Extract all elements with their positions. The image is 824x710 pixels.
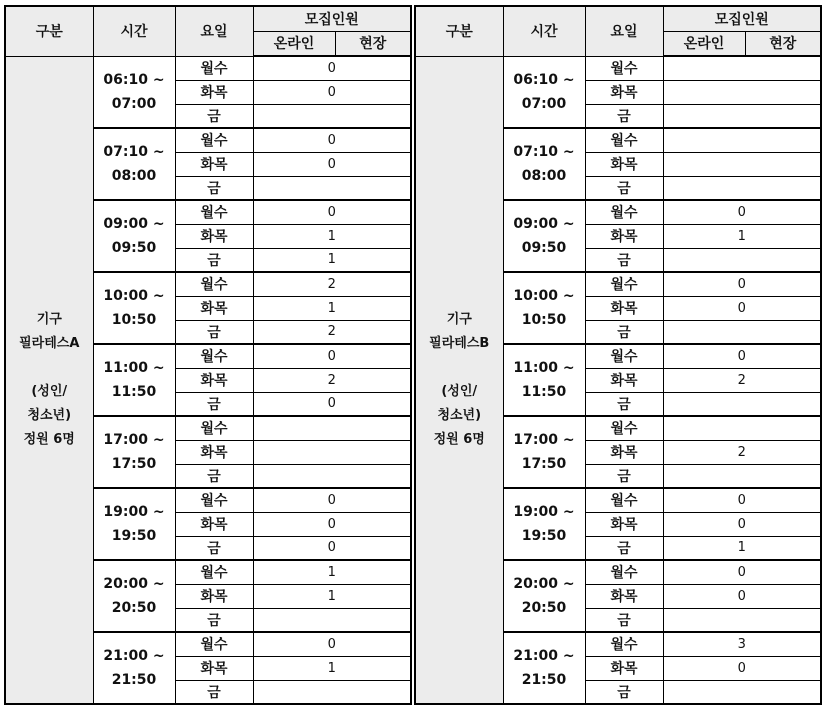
time-end: 10:50 [111, 312, 157, 328]
time-end: 19:50 [521, 528, 567, 544]
time-start: 11:00 ~ [513, 360, 575, 376]
day-cell: 월수 [585, 128, 663, 152]
day-cell: 화목 [585, 656, 663, 680]
count-cell [663, 464, 821, 488]
day-cell: 화목 [585, 440, 663, 464]
time-cell [503, 416, 585, 488]
header-day: 요일 [175, 6, 253, 56]
header-online: 온라인 [253, 31, 335, 56]
header-day: 요일 [585, 6, 663, 56]
count-cell [253, 416, 411, 440]
time-cell [503, 560, 585, 632]
day-cell: 금 [175, 392, 253, 416]
count-cell [663, 392, 821, 416]
time-end: 21:50 [521, 672, 567, 688]
count-cell: 0 [663, 272, 821, 296]
header-online: 온라인 [663, 31, 745, 56]
count-cell [663, 176, 821, 200]
day-cell: 금 [585, 104, 663, 128]
category-line: 기구 [36, 311, 62, 327]
time-end: 21:50 [111, 672, 157, 688]
day-cell: 화목 [585, 296, 663, 320]
count-cell [663, 416, 821, 440]
count-cell: 2 [253, 368, 411, 392]
time-start: 17:00 ~ [513, 432, 575, 448]
time-start: 21:00 ~ [103, 648, 165, 664]
count-cell: 0 [253, 632, 411, 656]
time-cell [93, 488, 175, 560]
day-cell: 금 [175, 104, 253, 128]
time-cell [93, 272, 175, 344]
day-cell: 월수 [175, 128, 253, 152]
count-cell: 1 [253, 296, 411, 320]
category-line: (성인/ [441, 383, 478, 399]
time-start: 09:00 ~ [513, 216, 575, 232]
day-cell: 금 [585, 392, 663, 416]
day-cell: 금 [585, 680, 663, 704]
day-cell: 금 [585, 536, 663, 560]
count-cell [663, 320, 821, 344]
day-cell: 화목 [175, 80, 253, 104]
count-cell [253, 464, 411, 488]
count-cell [663, 128, 821, 152]
time-end: 19:50 [111, 528, 157, 544]
count-cell: 0 [253, 536, 411, 560]
category-line: 정원 6명 [433, 431, 485, 447]
day-cell: 월수 [585, 416, 663, 440]
count-cell: 2 [253, 320, 411, 344]
header-onsite: 현장 [745, 31, 821, 56]
count-cell: 0 [253, 200, 411, 224]
count-cell [663, 104, 821, 128]
schedule-body [415, 56, 821, 704]
time-cell [93, 128, 175, 200]
count-cell [253, 440, 411, 464]
time-end: 17:50 [111, 456, 157, 472]
time-start: 06:10 ~ [513, 71, 575, 88]
day-cell: 월수 [175, 632, 253, 656]
time-end: 20:50 [111, 600, 157, 616]
day-cell: 월수 [175, 272, 253, 296]
day-cell: 화목 [175, 224, 253, 248]
day-cell: 화목 [175, 152, 253, 176]
count-cell [253, 104, 411, 128]
time-cell [503, 632, 585, 704]
day-cell: 월수 [585, 272, 663, 296]
count-cell: 2 [253, 272, 411, 296]
category-line: 필라테스B [429, 335, 490, 351]
day-cell: 화목 [175, 440, 253, 464]
category-line: 기구 [446, 311, 472, 327]
day-cell: 금 [585, 608, 663, 632]
count-cell: 2 [663, 368, 821, 392]
day-cell: 월수 [585, 488, 663, 512]
count-cell: 0 [253, 152, 411, 176]
time-cell [93, 560, 175, 632]
day-cell: 월수 [585, 560, 663, 584]
time-cell [503, 272, 585, 344]
day-cell: 화목 [175, 584, 253, 608]
time-end: 09:50 [521, 240, 567, 256]
day-cell: 화목 [585, 152, 663, 176]
time-end: 07:00 [521, 95, 567, 112]
time-cell [503, 128, 585, 200]
count-cell: 0 [663, 488, 821, 512]
day-cell: 금 [175, 320, 253, 344]
count-cell: 0 [663, 344, 821, 368]
day-cell: 금 [175, 464, 253, 488]
count-cell: 3 [663, 632, 821, 656]
day-cell: 금 [175, 680, 253, 704]
header-time: 시간 [93, 6, 175, 56]
day-cell: 화목 [175, 368, 253, 392]
time-start: 09:00 ~ [103, 216, 165, 232]
header-recruit: 모집인원 [253, 6, 411, 31]
count-cell: 0 [253, 344, 411, 368]
count-cell: 0 [253, 488, 411, 512]
time-start: 19:00 ~ [103, 504, 165, 520]
day-cell: 금 [585, 464, 663, 488]
count-cell: 1 [253, 224, 411, 248]
day-cell: 금 [175, 176, 253, 200]
time-cell [503, 488, 585, 560]
count-cell [253, 176, 411, 200]
day-cell: 금 [175, 248, 253, 272]
time-start: 20:00 ~ [513, 576, 575, 592]
count-cell: 0 [663, 584, 821, 608]
time-start: 10:00 ~ [103, 288, 165, 304]
count-cell [253, 680, 411, 704]
time-cell [93, 200, 175, 272]
category-line: 청소년) [27, 407, 72, 423]
category-line [416, 356, 503, 380]
day-cell: 월수 [175, 200, 253, 224]
time-cell [503, 344, 585, 416]
day-cell: 금 [585, 176, 663, 200]
time-cell [503, 200, 585, 272]
count-cell: 0 [663, 512, 821, 536]
count-cell: 1 [253, 584, 411, 608]
day-cell: 월수 [175, 488, 253, 512]
count-cell: 1 [663, 224, 821, 248]
header-time: 시간 [503, 6, 585, 56]
day-cell: 화목 [585, 368, 663, 392]
day-cell: 화목 [175, 296, 253, 320]
day-cell: 월수 [585, 56, 663, 80]
day-cell: 월수 [175, 344, 253, 368]
table-row [415, 56, 821, 80]
day-cell: 금 [585, 320, 663, 344]
time-cell [93, 56, 175, 128]
count-cell: 0 [253, 56, 411, 80]
count-cell: 0 [663, 656, 821, 680]
time-start: 17:00 ~ [103, 432, 165, 448]
day-cell: 화목 [585, 224, 663, 248]
count-cell [663, 248, 821, 272]
count-cell: 1 [663, 536, 821, 560]
header-recruit: 모집인원 [663, 6, 821, 31]
day-cell: 월수 [175, 416, 253, 440]
day-cell: 월수 [175, 56, 253, 80]
time-start: 07:10 ~ [103, 144, 165, 160]
header-category: 구분 [415, 6, 503, 56]
day-cell: 화목 [585, 584, 663, 608]
count-cell: 0 [663, 296, 821, 320]
count-cell: 0 [663, 200, 821, 224]
category-line: 필라테스A [19, 335, 80, 351]
time-cell [93, 416, 175, 488]
category-line [6, 356, 93, 380]
category-line: 정원 6명 [23, 431, 75, 447]
count-cell: 0 [253, 128, 411, 152]
count-cell: 2 [663, 440, 821, 464]
header-onsite: 현장 [335, 31, 411, 56]
time-end: 08:00 [111, 168, 157, 184]
count-cell [253, 608, 411, 632]
schedule-table-a [4, 5, 412, 705]
day-cell: 화목 [175, 656, 253, 680]
count-cell [663, 680, 821, 704]
category-cell [5, 56, 93, 704]
time-end: 11:50 [111, 384, 157, 400]
time-end: 17:50 [521, 456, 567, 472]
schedule-body [5, 56, 411, 704]
time-start: 07:10 ~ [513, 144, 575, 160]
category-cell [415, 56, 503, 704]
time-start: 19:00 ~ [513, 504, 575, 520]
category-line: 청소년) [437, 407, 482, 423]
time-cell [93, 632, 175, 704]
count-cell [663, 152, 821, 176]
time-start: 06:10 ~ [103, 71, 165, 88]
day-cell: 월수 [585, 344, 663, 368]
count-cell: 0 [663, 560, 821, 584]
category-line: (성인/ [31, 383, 68, 399]
day-cell: 화목 [175, 512, 253, 536]
day-cell: 월수 [585, 200, 663, 224]
count-cell [663, 608, 821, 632]
time-cell [93, 344, 175, 416]
count-cell [663, 80, 821, 104]
time-cell [503, 56, 585, 128]
count-cell: 1 [253, 560, 411, 584]
count-cell: 1 [253, 656, 411, 680]
time-end: 20:50 [521, 600, 567, 616]
time-end: 08:00 [521, 168, 567, 184]
time-start: 11:00 ~ [103, 360, 165, 376]
count-cell: 0 [253, 392, 411, 416]
time-end: 10:50 [521, 312, 567, 328]
time-start: 20:00 ~ [103, 576, 165, 592]
time-end: 09:50 [111, 240, 157, 256]
time-start: 10:00 ~ [513, 288, 575, 304]
day-cell: 금 [175, 536, 253, 560]
time-start: 21:00 ~ [513, 648, 575, 664]
header-category: 구분 [5, 6, 93, 56]
day-cell: 월수 [585, 632, 663, 656]
day-cell: 금 [175, 608, 253, 632]
time-end: 07:00 [111, 95, 157, 112]
count-cell: 1 [253, 248, 411, 272]
day-cell: 화목 [585, 512, 663, 536]
count-cell: 0 [253, 80, 411, 104]
count-cell: 0 [253, 512, 411, 536]
time-end: 11:50 [521, 384, 567, 400]
day-cell: 월수 [175, 560, 253, 584]
day-cell: 화목 [585, 80, 663, 104]
schedule-table-b [414, 5, 822, 705]
day-cell: 금 [585, 248, 663, 272]
count-cell [663, 56, 821, 80]
table-row [5, 56, 411, 80]
